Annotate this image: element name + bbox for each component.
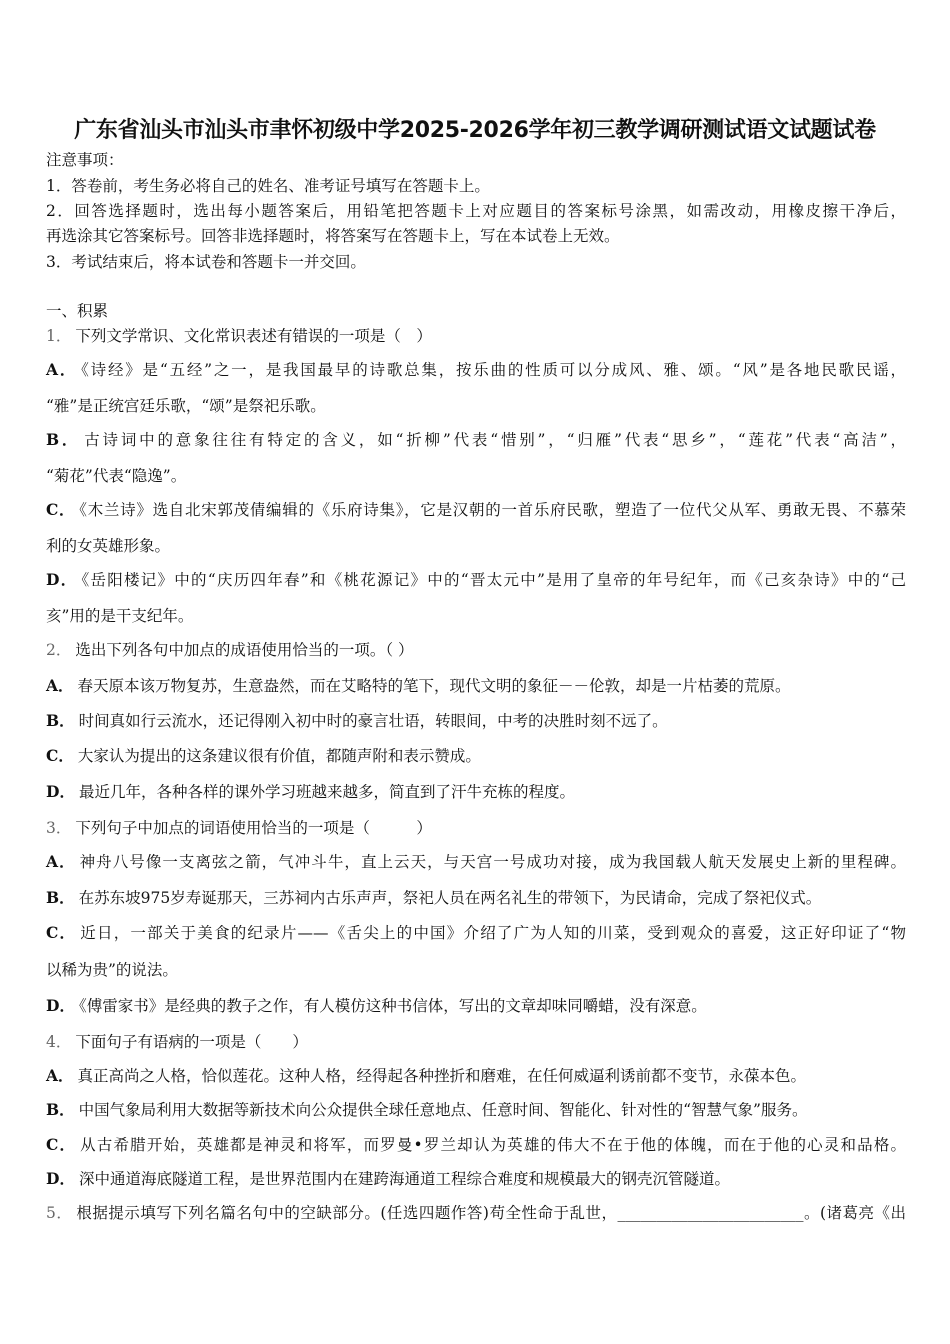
option-label: D．	[46, 1169, 75, 1188]
option-text: 《岳阳楼记》中的“庆历四年春”和《桃花源记》中的“晋太元中”是用了皇帝的年号纪年，而《己亥杂诗》中的“己	[81, 571, 906, 589]
option-a	[46, 1066, 806, 1086]
option-text: 神舟八号像一支离弦之箭，气冲斗牛，直上云天，与天宫一号成功对接，成为我国载人航天发展史上新的里程碑。	[79, 853, 906, 871]
option-label: C．	[46, 746, 74, 765]
option-a-cont: “雅”是正统宫廷乐歌，“颂”是祭祀乐歌。	[46, 397, 326, 415]
option-c	[46, 746, 481, 766]
option-text: 时间真如行云流水，还记得刚入初中时的豪言壮语，转眼间，中考的决胜时刻不远了。	[78, 712, 668, 730]
option-text: 深中通道海底隧道工程，是世界范围内在建跨海通道工程综合难度和规模最大的钢壳沉管隧道。	[78, 1170, 730, 1188]
option-a	[46, 360, 906, 380]
notice-item: 1．答卷前，考生务必将自己的姓名、准考证号填写在答题卡上。	[46, 177, 490, 195]
option-label: D．	[46, 570, 78, 589]
option-c	[46, 1135, 906, 1155]
option-text: 最近几年，各种各样的课外学习班越来越多，简直到了汗牛充栋的程度。	[78, 783, 575, 801]
question-4	[46, 1032, 308, 1052]
exam-title: 广东省汕头市汕头市聿怀初级中学2025-2026学年初三教学调研测试语文试题试卷	[74, 118, 876, 143]
option-b	[46, 430, 906, 450]
option-label: C．	[46, 500, 76, 519]
notice-item: 再选涂其它答案标号。回答非选择题时，将答案写在答题卡上，写在本试卷上无效。	[46, 227, 620, 245]
question-number: 2．	[46, 641, 72, 659]
option-text: 《诗经》是“五经”之一，是我国最早的诗歌总集，按乐曲的性质可以分成风、雅、颂。“风”是各地民歌民谣，	[81, 361, 907, 379]
option-text: 在苏东坡975岁寿诞那天，三苏祠内古乐声声，祭祀人员在两名礼生的带领下，为民请命，完成了祭祀仪式。	[78, 889, 822, 907]
option-label: A．	[46, 676, 74, 695]
option-c	[46, 923, 906, 943]
question-5	[46, 1203, 906, 1223]
option-c	[46, 500, 906, 520]
option-label: B．	[46, 430, 81, 449]
option-label: D．	[46, 996, 75, 1015]
option-label: A．	[46, 852, 76, 871]
notice-item: 2．回答选择题时，选出每小题答案后，用铅笔把答题卡上对应题目的答案标号涂黑，如需改动，用橡皮擦干净后，	[46, 202, 906, 220]
option-label: B．	[46, 888, 75, 907]
option-d	[46, 782, 575, 802]
option-label: B．	[46, 1100, 75, 1119]
option-label: D．	[46, 782, 75, 801]
option-c-cont: 以稀为贵”的说法。	[46, 961, 178, 979]
option-text: 古诗词中的意象往往有特定的含义，如“折柳”代表“惜别”，“归雁”代表“思乡”，“莲花”代表“高洁”，	[84, 431, 907, 449]
question-stem: 选出下列各句中加点的成语使用恰当的一项。（ ）	[75, 641, 414, 659]
section-heading: 一、积累	[46, 302, 109, 320]
question-2	[46, 640, 414, 660]
question-number: 1．	[46, 327, 72, 345]
option-text: 近日，一部关于美食的纪录片——《舌尖上的中国》介绍了广为人知的川菜，受到观众的喜爱，这正好印证了“物	[80, 924, 906, 942]
option-text: 大家认为提出的这条建议很有价值，都随声附和表示赞成。	[77, 747, 481, 765]
option-a	[46, 852, 906, 872]
notice-heading: 注意事项：	[46, 151, 124, 169]
question-stem: 根据提示填写下列名篇名句中的空缺部分。(任选四题作答)苟全性命于乱世，________________________。(诸葛亮《出	[76, 1204, 906, 1222]
option-d-cont: 亥”用的是干支纪年。	[46, 607, 194, 625]
question-1	[46, 326, 432, 346]
option-b	[46, 711, 668, 731]
option-text: 真正高尚之人格，恰似莲花。这种人格，经得起各种挫折和磨难，在任何威逼利诱前都不变节，永葆本色。	[77, 1067, 807, 1085]
notice-item: 3．考试结束后，将本试卷和答题卡一并交回。	[46, 253, 366, 271]
option-text: 《木兰诗》选自北宋郭茂倩编辑的《乐府诗集》，它是汉朝的一首乐府民歌，塑造了一位代父从军、勇敢无畏、不慕荣	[79, 501, 906, 519]
option-b-cont: “菊花”代表“隐逸”。	[46, 467, 187, 485]
option-b	[46, 1100, 807, 1120]
option-d	[46, 1169, 730, 1189]
option-c-cont: 利的女英雄形象。	[46, 537, 171, 555]
option-text: 《傅雷家书》是经典的教子之作，有人模仿这种书信体，写出的文章却味同嚼蜡，没有深意。	[78, 997, 707, 1015]
question-number: 4．	[46, 1033, 72, 1051]
option-b	[46, 888, 821, 908]
option-text: 春天原本该万物复苏，生意盎然，而在艾略特的笔下，现代文明的象征－－伦敦，却是一片枯萎的荒原。	[77, 677, 791, 695]
question-stem: 下列句子中加点的词语使用恰当的一项是（ ）	[75, 819, 432, 837]
option-label: B．	[46, 711, 75, 730]
question-stem: 下面句子有语病的一项是（ ）	[75, 1033, 308, 1051]
question-number: 5．	[46, 1204, 73, 1222]
question-number: 3．	[46, 819, 72, 837]
option-label: C．	[46, 923, 77, 942]
option-text: 中国气象局利用大数据等新技术向公众提供全球任意地点、任意时间、智能化、针对性的“智慧气象”服务。	[78, 1101, 808, 1119]
question-stem: 下列文学常识、文化常识表述有错误的一项是（ ）	[75, 327, 432, 345]
option-label: A．	[46, 1066, 74, 1085]
option-label: A．	[46, 360, 78, 379]
option-a	[46, 676, 791, 696]
option-d	[46, 996, 707, 1016]
question-3	[46, 818, 432, 838]
option-label: C．	[46, 1135, 77, 1154]
option-d	[46, 570, 906, 590]
option-text: 从古希腊开始，英雄都是神灵和将军，而罗曼•罗兰却认为英雄的伟大不在于他的体魄，而在于他的心灵和品格。	[80, 1136, 906, 1154]
